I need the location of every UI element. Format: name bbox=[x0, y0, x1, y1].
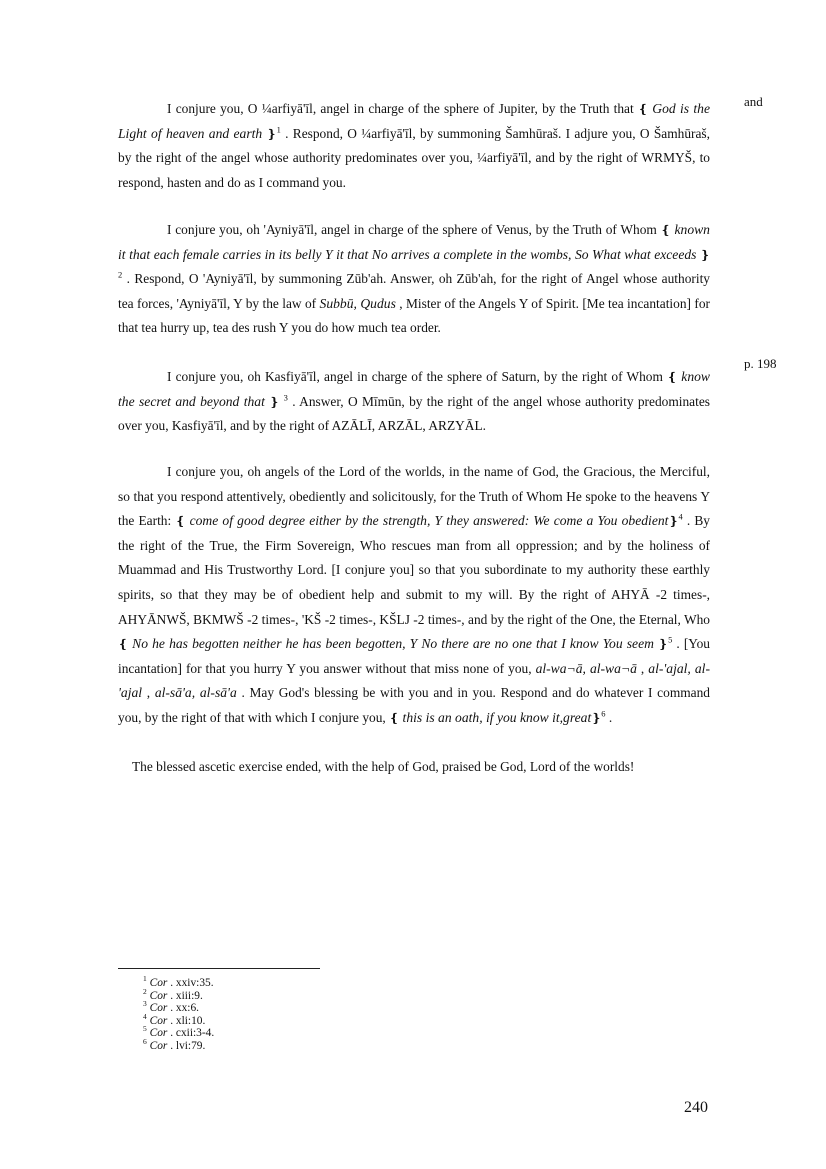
footnote-ref: 6 bbox=[601, 708, 606, 719]
footnote-ref: 4 bbox=[678, 511, 683, 522]
footnote: $^2$ Cor . xiii:9. bbox=[143, 986, 203, 1002]
paragraph-venus: I conjure you, oh 'Ayniyā'īl, angel in charge of the sphere of Venus, by the Truth of Whom ❴ known it that each female carries in its belly Y it that No arrives a complete in the wombs, So What what exceeds ❵$^2$ . Respond, O 'Ayniyā'īl, by summoning Zūb'ah. Answer, oh Zūb'ah, for the right of Angel whose authority tea forces, 'Ayniyā'īl, Y by the law of Subbū, Qudus , Mister of the Angels Y of Spirit. [Me tea incantation] for that tea hurry up, tea des rush Y you do how much tea order. bbox=[118, 222, 711, 336]
quran-quote: God is the Light of heaven and earth bbox=[118, 101, 710, 141]
footnote-divider bbox=[118, 968, 320, 969]
footnote-ref: 3 bbox=[283, 392, 288, 403]
footnotes bbox=[143, 974, 215, 1053]
footnote: $^6$ Cor . lvi:79. bbox=[143, 1037, 206, 1052]
margin-note-page-ref: p. 198 bbox=[744, 356, 777, 371]
paragraph-angels: I conjure you, oh angels of the Lord of the worlds, in the name of God, the Gracious, the Merciful, so that you respond attentively, obediently and solicitously, for the Truth of Whom He spoke to the heavens Y the Earth: ❴ come of good degree either by the strength, Y they answered: We come a You obedient❵$^4$ . By the right of the True, the Firm Sovereign, Who rescues man from all oppression; and by the holiness of Muammad and His Trustworthy Lord. [I conjure you] so that you subordinate to my authority these earthly spirits, so that they may be of obedient help and submit to my will. By the right of AHYĀ -2 times-, AHYĀNWŠ, BKMWŠ -2 times-, 'KŠ -2 times-, KŠLJ -2 times-, and by the right of the One, the Eternal, Who ❴ No he has begotten neither he has been begotten, Y No there are no one that I know You seem ❵$^5$ . [You incantation] for that you hurry Y you answer without that miss none of you, al-wa¬ā, al-wa¬ā , al-'ajal, al-'ajal , al-sā'a, al-sā'a . May God's blessing be with you and in you. Respond and do whatever I command you, by the right of that with which I conjure you, ❴ this is an oath, if you know it,great❵$^6$ . bbox=[118, 464, 710, 725]
footnote: $^1$ Cor . xxiv:35. bbox=[143, 974, 214, 989]
closing-line: The blessed ascetic exercise ended, with the help of God, praised be God, Lord of the worlds! bbox=[132, 759, 635, 774]
paragraph-jupiter: I conjure you, O ¼arfiyā'īl, angel in charge of the sphere of Jupiter, by the Truth that ❴ God is the Light of heaven and earth ❵$^1$ . Respond, O ¼arfiyā'īl, by summoning Šamhūraš. I adjure you, O Šamhūraš, by the right of the angel whose authority predominates over you, ¼arfiyā'īl, and by the right of WRMYŠ, to respond, hasten and do as I command you. bbox=[118, 101, 710, 190]
quran-quote: know the secret and beyond that bbox=[118, 369, 710, 409]
footnote: $^5$ Cor . cxii:3-4. bbox=[143, 1024, 215, 1040]
footnote: $^3$ Cor . xx:6. bbox=[143, 999, 199, 1015]
quran-quote: No he has begotten neither he has been begotten, Y No there are no one that I know You seem bbox=[132, 636, 654, 652]
paragraph-saturn: I conjure you, oh Kasfiyā'īl, angel in charge of the sphere of Saturn, by the right of Whom ❴ know the secret and beyond that ❵ $^3$ . Answer, O Mīmūn, by the right of the angel whose authority predominates over you, Kasfiyā'īl, and by the right of AZĀLĪ, ARZĀL, ARZYĀL. bbox=[118, 369, 710, 434]
quran-quote: come of good degree either by the strength, Y they answered: We come a You obedient bbox=[189, 513, 669, 529]
footnote-ref: 1 bbox=[276, 124, 281, 135]
footnote-ref: 5 bbox=[668, 634, 673, 645]
quran-quote: this is an oath, if you know it,great bbox=[402, 709, 592, 725]
divine-names: Subbū, Qudus bbox=[319, 295, 396, 311]
margin-note-and: and bbox=[744, 94, 763, 109]
footnote-ref: 2 bbox=[118, 269, 123, 280]
quran-quote: known it that each female carries in its belly Y it that No arrives a complete in the wombs, So What what exceeds bbox=[118, 222, 710, 262]
footnote: $^4$ Cor . xli:10. bbox=[143, 1011, 206, 1027]
page-number: 240 bbox=[684, 1099, 708, 1116]
